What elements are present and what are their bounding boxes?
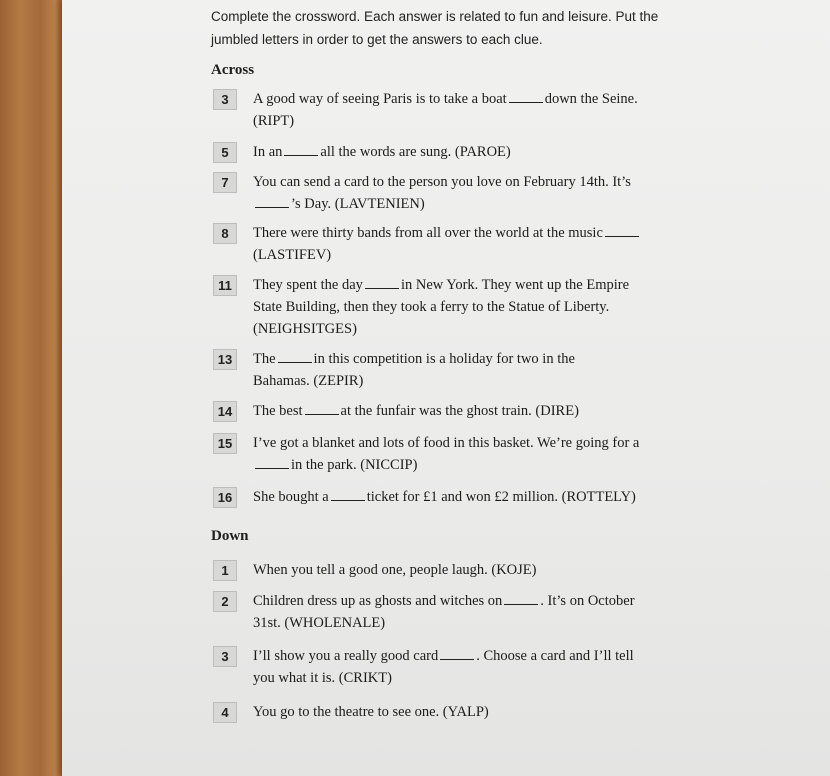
clue-text-part: A good way of seeing Paris is to take a boat [253,91,507,107]
clue-number: 7 [213,172,237,193]
clue-text [253,88,723,132]
clue-number: 13 [213,349,237,370]
answer-blank [504,590,538,605]
clue-text-part: in the park. (NICCIP) [291,457,418,473]
clue-number: 5 [213,142,237,163]
clue-text [253,348,723,392]
instructions-line-1: Complete the crossword. Each answer is related to fun and leisure. Put the [211,9,659,24]
clue-text-part: . Choose a card and I’ll tell [476,648,634,664]
clue-text [253,171,723,215]
clue-text [253,559,723,581]
clue-text-part: you what it is. (CRIKT) [253,670,392,686]
answer-blank [331,486,365,501]
across-heading: Across [211,62,255,78]
clue-text [253,486,723,508]
answer-blank [305,400,339,415]
clue-text [253,222,723,266]
clue-text-part: ’s Day. (LAVTENIEN) [291,196,425,212]
clue-text-part: . It’s on October [540,593,635,609]
instructions [211,5,731,51]
clue-text-part: I’ve got a blanket and lots of food in this basket. We’re going for a [253,435,640,451]
clue-number: 16 [213,487,237,508]
answer-blank [365,274,399,289]
clue-text-part: In an [253,144,283,160]
clue-text-part: You go to the theatre to see one. (YALP) [253,704,489,720]
clue-text [253,400,723,422]
answer-blank [255,454,289,469]
clue-text [253,141,723,163]
clue-number: 14 [213,401,237,422]
clue-text-part: You can send a card to the person you love on February 14th. It’s [253,174,631,190]
clue-number: 11 [213,275,237,296]
clue-text-part: (NEIGHSITGES) [253,321,357,337]
clue-number: 3 [213,646,237,667]
clue-text-part: I’ll show you a really good card [253,648,439,664]
down-heading: Down [211,528,249,544]
clue-number: 1 [213,560,237,581]
clue-number: 2 [213,591,237,612]
clue-text-part: all the words are sung. (PAROE) [320,144,511,160]
clue-text-part: Bahamas. (ZEPIR) [253,373,364,389]
clue-text-part: ticket for £1 and won £2 million. (ROTTELY) [366,489,636,505]
clue-number: 3 [213,89,237,110]
answer-blank [605,222,639,237]
clue-text [253,701,723,723]
answer-blank [278,348,312,363]
instructions-line-2: jumbled letters in order to get the answers to each clue. [211,32,543,47]
clue-text-part: down the Seine. [544,91,638,107]
clue-text [253,590,723,634]
clue-text [253,432,723,476]
clue-text-part: There were thirty bands from all over the world at the music [253,225,603,241]
clue-text-part: The best [253,403,303,419]
clue-text-part: When you tell a good one, people laugh. (KOJE) [253,562,537,578]
clue-text-part: The [253,351,276,367]
clue-text [253,274,723,340]
clue-number: 4 [213,702,237,723]
clue-text-part: They spent the day [253,277,363,293]
clue-text-part: at the funfair was the ghost train. (DIRE) [340,403,579,419]
answer-blank [255,193,289,208]
answer-blank [440,645,474,660]
answer-blank [509,88,543,103]
clue-text-part: State Building, then they took a ferry to the Statue of Liberty. [253,299,610,315]
answer-blank [284,141,318,156]
clue-text-part: (RIPT) [253,113,295,129]
clue-number: 15 [213,433,237,454]
clue-text-part: in this competition is a holiday for two in the [313,351,575,367]
clue-text-part: Children dress up as ghosts and witches on [253,593,503,609]
clue-text-part: She bought a [253,489,329,505]
clue-number: 8 [213,223,237,244]
clue-text [253,645,723,689]
clue-text-part: (LASTIFEV) [253,247,332,263]
clue-text-part: 31st. (WHOLENALE) [253,615,386,631]
clue-text-part: in New York. They went up the Empire [400,277,630,293]
